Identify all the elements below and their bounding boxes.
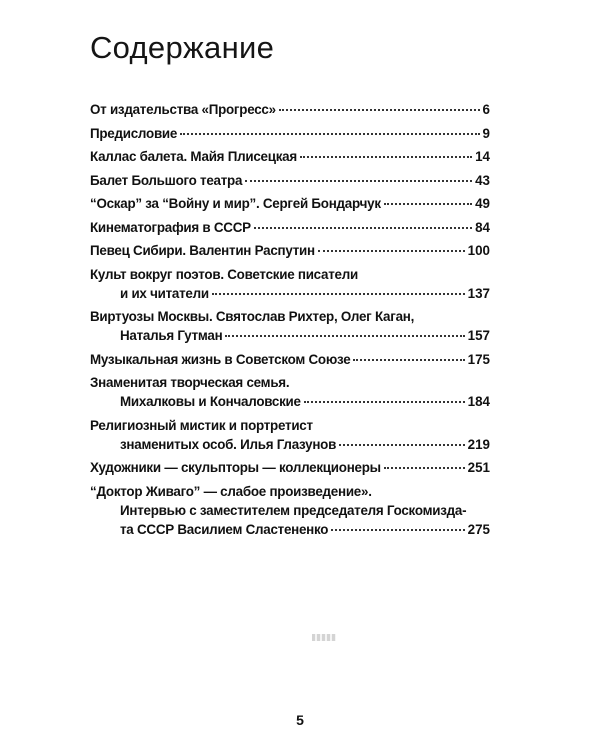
page-title: Содержание	[90, 30, 275, 65]
toc-page-number: 6	[482, 102, 490, 117]
toc-entry-title-line	[90, 416, 490, 435]
toc-entry-text: та СССР Василием Сластененко	[120, 521, 329, 537]
toc-entry-continuation-line	[90, 326, 490, 345]
toc-entry[interactable]	[90, 265, 490, 303]
toc-entry-continuation-line	[90, 392, 490, 411]
toc-page-number: 175	[467, 351, 490, 367]
toc-entry-text: “Доктор Живаго” — слабое произведение».	[90, 483, 372, 499]
print-smudge	[312, 634, 336, 641]
toc-entry-title-line	[90, 350, 490, 369]
toc-entry-text: Культ вокруг поэтов. Советские писатели	[90, 266, 358, 282]
toc-entry-text: Певец Сибири. Валентин Распутин	[90, 243, 315, 258]
toc-entry-title-line	[90, 482, 490, 501]
toc-page-number: 100	[467, 243, 490, 258]
toc-entry-text: Художники — скульпторы — коллекционеры	[90, 460, 381, 475]
toc-entry-title-line	[90, 307, 490, 326]
toc-entry-title-line	[90, 241, 490, 260]
toc-entry-text: Наталья Гутман	[120, 328, 223, 343]
toc-entry-text: Религиозный мистик и портретист	[90, 417, 313, 433]
toc-page-number: 219	[467, 436, 490, 452]
toc-entry-text: Предисловие	[90, 125, 178, 141]
dot-leader	[353, 359, 464, 361]
dot-leader	[300, 156, 472, 158]
toc-entry[interactable]	[90, 124, 490, 143]
toc-entry[interactable]	[90, 147, 490, 166]
dot-leader	[279, 109, 480, 111]
toc-page-number: 9	[482, 125, 490, 141]
toc-entry-title-line	[90, 458, 490, 477]
toc-entry[interactable]	[90, 482, 490, 539]
toc-entry-text: Каллас балета. Майя Плисецкая	[90, 149, 297, 164]
dot-leader	[304, 401, 465, 403]
toc-entry-text: Кинематография в СССР	[90, 219, 251, 235]
dot-leader	[331, 529, 464, 531]
toc-entry-title-line	[90, 373, 490, 392]
toc-entry[interactable]	[90, 171, 490, 190]
toc-entry[interactable]	[90, 416, 490, 454]
toc-entry-text: Михалковы и Кончаловские	[120, 394, 301, 409]
table-of-contents	[90, 100, 490, 543]
toc-page-number: 49	[475, 196, 490, 211]
toc-entry-title-line	[90, 147, 490, 166]
toc-entry-title-line	[90, 171, 490, 190]
toc-page-number: 251	[467, 460, 490, 475]
dot-leader	[180, 133, 479, 135]
toc-entry-text: и их читатели	[120, 285, 209, 301]
toc-entry[interactable]	[90, 350, 490, 369]
toc-entry-title-line	[90, 194, 490, 213]
dot-leader	[384, 203, 472, 205]
toc-entry-text: “Оскар” за “Войну и мир”. Сергей Бондарчук	[90, 196, 381, 211]
toc-page-number: 84	[475, 219, 490, 235]
toc-entry-text: Знаменитая творческая семья.	[90, 375, 290, 390]
toc-entry-title-line	[90, 218, 490, 237]
toc-entry-text: От издательства «Прогресс»	[90, 102, 276, 117]
toc-page-number: 43	[475, 172, 490, 188]
page-number: 5	[296, 712, 304, 728]
toc-entry[interactable]	[90, 458, 490, 477]
toc-entry[interactable]	[90, 241, 490, 260]
toc-entry-text: Интервью с заместителем председателя Госкомизда-	[120, 502, 467, 518]
toc-entry[interactable]	[90, 218, 490, 237]
toc-page-number: 184	[467, 394, 490, 409]
toc-entry-continuation-line	[90, 501, 490, 520]
toc-page-number: 157	[467, 328, 490, 343]
toc-entry[interactable]	[90, 307, 490, 345]
toc-page-number: 137	[467, 285, 490, 301]
toc-entry[interactable]	[90, 373, 490, 411]
dot-leader	[212, 293, 465, 295]
toc-entry[interactable]	[90, 100, 490, 119]
dot-leader	[339, 444, 465, 446]
toc-entry-title-line	[90, 124, 490, 143]
dot-leader	[245, 180, 472, 182]
toc-entry-text: Музыкальная жизнь в Советском Союзе	[90, 351, 351, 367]
toc-entry[interactable]	[90, 194, 490, 213]
toc-entry-text: знаменитых особ. Илья Глазунов	[120, 436, 337, 452]
dot-leader	[225, 335, 464, 337]
toc-page-number: 275	[467, 521, 490, 537]
toc-entry-title-line	[90, 100, 490, 119]
dot-leader	[254, 227, 472, 229]
toc-page-number: 14	[475, 149, 490, 164]
toc-entry-text: Виртуозы Москвы. Святослав Рихтер, Олег Каган,	[90, 309, 415, 324]
dot-leader	[318, 250, 465, 252]
toc-entry-continuation-line	[90, 435, 490, 454]
toc-entry-text: Балет Большого театра	[90, 172, 243, 188]
dot-leader	[384, 467, 465, 469]
toc-entry-continuation-line	[90, 284, 490, 303]
toc-entry-title-line	[90, 265, 490, 284]
toc-entry-continuation-line	[90, 520, 490, 539]
